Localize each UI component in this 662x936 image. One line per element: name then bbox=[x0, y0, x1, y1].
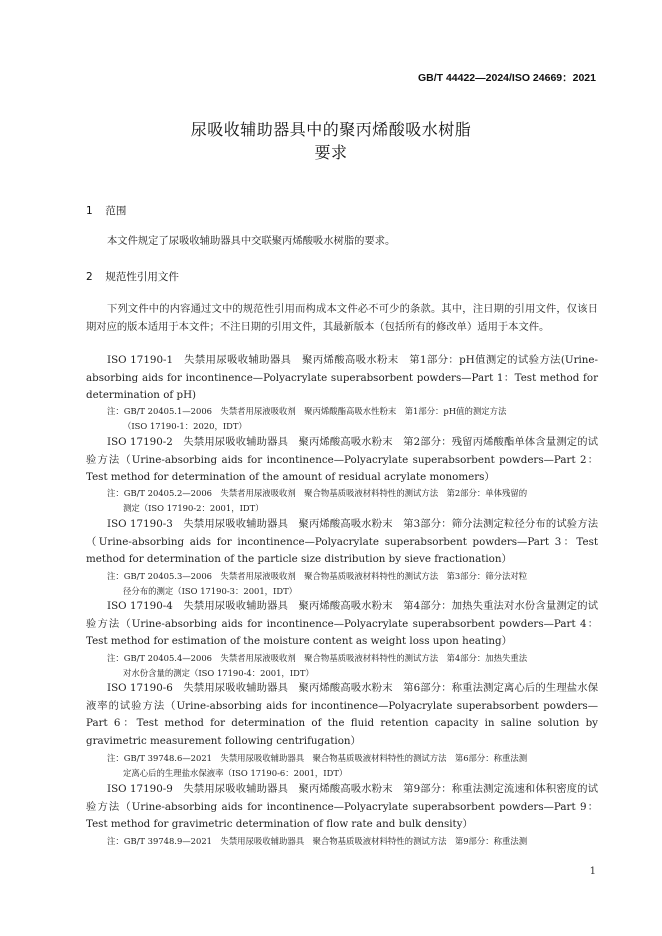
reference-entry: ISO 17190-9 失禁用尿吸收辅助器具 聚丙烯酸高吸水粉末 第9部分：称重法测定流速和体积密度的试验方法（Urine-absorbing aids for incontinence—Polyacrylate superabsorbent powders—Part 9：Test method for gravimetric determination of flow rate and bulk density） bbox=[86, 783, 599, 831]
note-label: 注： bbox=[107, 753, 124, 763]
section-title: 范围 bbox=[105, 205, 127, 217]
section-2-intro: 下列文件中的内容通过文中的规范性引用而构成本文件必不可少的条款。其中，注日期的引用文件，仅该日期对应的版本适用于本文件；不注日期的引用文件，其最新版本（包括所有的修改单）适用于本文件。 bbox=[86, 303, 598, 333]
note-continuation: 测定（ISO 17190-2：2001，IDT） bbox=[123, 503, 264, 513]
reference-note bbox=[107, 651, 598, 681]
reference-entry: ISO 17190-2 失禁用尿吸收辅助器具 聚丙烯酸高吸水粉末 第2部分：残留丙烯酸酯单体含量测定的试验方法（Urine-absorbing aids for incontinence—Polyacrylate superabsorbent powders—Part 2：Test method for determination of the amount of residual acrylate monomers） bbox=[86, 436, 599, 484]
note-continuation: 定离心后的生理盐水保液率（ISO 17190-6：2001，IDT） bbox=[123, 768, 348, 778]
note-label: 注： bbox=[107, 653, 124, 663]
note-label: 注： bbox=[107, 406, 124, 416]
note-label: 注： bbox=[107, 488, 124, 498]
reference-note bbox=[107, 404, 598, 434]
note-continuation: （ISO 17190-1：2020，IDT） bbox=[123, 421, 247, 431]
section-title: 规范性引用文件 bbox=[105, 271, 179, 283]
standard-code: GB/T 44422—2024/ISO 24669：2021 bbox=[417, 72, 596, 84]
section-number: 2 bbox=[86, 271, 93, 283]
reference-note bbox=[107, 569, 598, 599]
reference-note bbox=[107, 486, 598, 516]
note-text: GB/T 20405.4—2006 失禁者用尿液吸收剂 聚合物基质吸液材料特性的测试方法 第4部分：加热失重法 bbox=[123, 653, 528, 663]
section-1-body: 本文件规定了尿吸收辅助器具中交联聚丙烯酸吸水树脂的要求。 bbox=[107, 235, 396, 247]
note-text: GB/T 20405.1—2006 失禁者用尿液吸收剂 聚丙烯酸酯高吸水性粉末 第1部分：pH值的测定方法 bbox=[123, 406, 507, 416]
note-text: GB/T 20405.3—2006 失禁者用尿液吸收剂 聚合物基质吸液材料特性的测试方法 第3部分：筛分法对粒 bbox=[123, 571, 528, 581]
note-continuation: 对水份含量的测定（ISO 17190-4：2001，IDT） bbox=[123, 668, 314, 678]
note-text: GB/T 20405.2—2006 失禁者用尿液吸收剂 聚合物基质吸液材料特性的测试方法 第2部分：单体残留的 bbox=[123, 488, 528, 498]
section-2-heading bbox=[86, 269, 179, 284]
reference-entry: ISO 17190-1 失禁用尿吸收辅助器具 聚丙烯酸高吸水粉末 第1部分：pH值测定的试验方法(Urine-absorbing aids for incontinence—Polyacrylate superabsorbent powders—Part 1：Test method for determination of pH) bbox=[86, 354, 598, 402]
reference-entry: ISO 17190-3 失禁用尿吸收辅助器具 聚丙烯酸高吸水粉末 第3部分：筛分法测定粒径分布的试验方法（Urine-absorbing aids for incontinence—Polyacrylate superabsorbent powders—Part 3：Test method for determination of the particle size distribution by sieve fractionation） bbox=[86, 518, 599, 566]
reference-entry: ISO 17190-6 失禁用尿吸收辅助器具 聚丙烯酸高吸水粉末 第6部分：称重法测定离心后的生理盐水保液率的试验方法（Urine-absorbing aids for incontinence—Polyacrylate superabsorbent powders—Part 6：Test method for determination of the fluid retention capacity in saline solution by gravimetric measurement following centrifugation） bbox=[86, 682, 599, 747]
note-continuation: 径分布的测定（ISO 17190-3：2001，IDT） bbox=[123, 586, 298, 596]
document-subtitle: 要求 bbox=[314, 143, 348, 162]
reference-entry: ISO 17190-4 失禁用尿吸收辅助器具 聚丙烯酸高吸水粉末 第4部分：加热失重法对水份含量测定的试验方法（Urine-absorbing aids for incontinence—Polyacrylate superabsorbent powders—Part 4：Test method for estimation of the moisture content as weight loss upon heating） bbox=[86, 600, 599, 648]
document-title: 尿吸收辅助器具中的聚丙烯酸吸水树脂 bbox=[190, 120, 472, 139]
note-label: 注： bbox=[107, 571, 124, 581]
note-label: 注： bbox=[107, 836, 124, 846]
section-1-heading bbox=[86, 203, 126, 218]
reference-note bbox=[107, 834, 598, 849]
note-text: GB/T 39748.9—2021 失禁用尿吸收辅助器具 聚合物基质吸液材料特性的测试方法 第9部分：称重法测 bbox=[123, 836, 528, 846]
note-text: GB/T 39748.6—2021 失禁用尿吸收辅助器具 聚合物基质吸液材料特性的测试方法 第6部分：称重法测 bbox=[123, 753, 528, 763]
page-number: 1 bbox=[589, 866, 596, 877]
reference-note bbox=[107, 751, 598, 781]
section-number: 1 bbox=[86, 205, 93, 217]
